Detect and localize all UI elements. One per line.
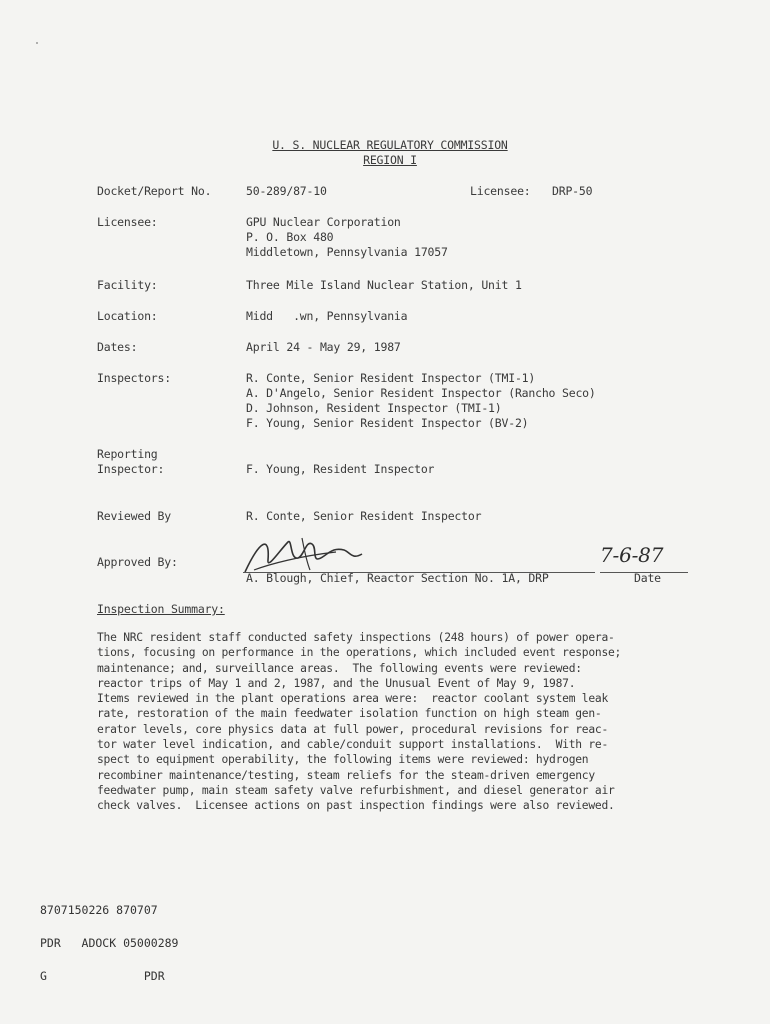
docket-value: 50-289/87-10 (246, 184, 327, 198)
stamp-line: 8707150226 870707 (40, 903, 158, 917)
reporting-value: F. Young, Resident Inspector (246, 462, 435, 476)
docket-label: Docket/Report No. (97, 184, 212, 198)
summary-line: tions, focusing on performance in the operations, which included event response; (97, 646, 622, 660)
summary-line: spect to equipment operability, the following items were reviewed: hydrogen (97, 753, 589, 767)
location-value: Midd .wn, Pennsylvania (246, 309, 408, 323)
dates-value: April 24 - May 29, 1987 (246, 340, 401, 354)
approved-value: A. Blough, Chief, Reactor Section No. 1A, DRP (246, 571, 549, 585)
inspector-line: D. Johnson, Resident Inspector (TMI-1) (246, 401, 502, 415)
reporting-label: Inspector: (97, 462, 165, 476)
summary-line: feedwater pump, main steam safety valve refurbishment, and diesel generator air (97, 783, 615, 797)
agency-heading: U. S. NUCLEAR REGULATORY COMMISSION (272, 138, 508, 152)
facility-label: Facility: (97, 278, 158, 292)
licensee-line: P. O. Box 480 (246, 230, 334, 244)
summary-line: reactor trips of May 1 and 2, 1987, and the Unusual Event of May 9, 1987. (97, 676, 576, 690)
licensee-line: Middletown, Pennsylvania 17057 (246, 245, 448, 259)
region-heading: REGION I (363, 153, 417, 167)
approved-label: Approved By: (97, 555, 178, 569)
inspector-line: A. D'Angelo, Senior Resident Inspector (Rancho Seco) (246, 386, 596, 400)
reviewed-label: Reviewed By (97, 509, 171, 523)
summary-line: check valves. Licensee actions on past inspection findings were also reviewed. (97, 799, 615, 813)
summary-heading: Inspection Summary: (97, 602, 225, 616)
stamp-line: PDR ADOCK 05000289 (40, 936, 179, 950)
summary-line: erator levels, core physics data at full power, procedural revisions for reac- (97, 722, 609, 736)
summary-line: Items reviewed in the plant operations area were: reactor coolant system leak (97, 692, 609, 706)
licensee-label: Licensee: (97, 215, 158, 229)
inspector-line: F. Young, Senior Resident Inspector (BV-2) (246, 416, 529, 430)
reviewed-value: R. Conte, Senior Resident Inspector (246, 509, 482, 523)
facility-value: Three Mile Island Nuclear Station, Unit 1 (246, 278, 522, 292)
summary-line: rate, restoration of the main feedwater isolation function on high steam gen- (97, 707, 602, 721)
reporting-label: Reporting (97, 447, 158, 461)
licensee-no-value: DRP-50 (552, 184, 593, 198)
licensee-no-label: Licensee: (470, 184, 531, 198)
location-label: Location: (97, 309, 158, 323)
inspectors-label: Inspectors: (97, 371, 171, 385)
dates-label: Dates: (97, 340, 138, 354)
handwritten-date: 7-6-87 (600, 543, 664, 567)
inspector-line: R. Conte, Senior Resident Inspector (TMI-1) (246, 371, 536, 385)
document-number-stamp (40, 883, 178, 1004)
summary-line: maintenance; and, surveillance areas. The following events were reviewed: (97, 661, 582, 675)
licensee-line: GPU Nuclear Corporation (246, 215, 401, 229)
date-label: Date (634, 571, 661, 585)
summary-paragraph (97, 630, 697, 814)
summary-line: recombiner maintenance/testing, steam reliefs for the steam-driven emergency (97, 768, 595, 782)
summary-line: tor water level indication, and cable/conduit support installations. With re- (97, 738, 609, 752)
summary-line: The NRC resident staff conducted safety inspections (248 hours) of power opera- (97, 631, 615, 644)
stamp-line: G PDR (40, 969, 165, 983)
scan-speck (36, 42, 38, 44)
